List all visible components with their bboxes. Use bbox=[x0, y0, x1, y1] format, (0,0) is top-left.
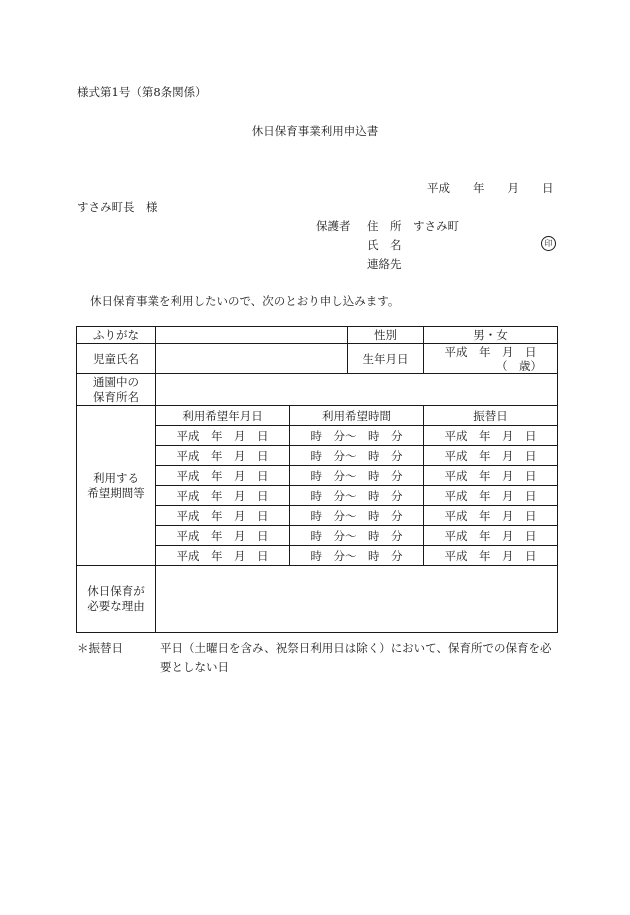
note-text-line1: 平日（土曜日を含み、祝祭日利用日は除く）において、保育所での保育を必 bbox=[160, 641, 552, 655]
date-field[interactable]: 平成 年 月 日 bbox=[156, 466, 290, 486]
birthdate-label: 生年月日 bbox=[348, 344, 424, 374]
note-label: ＊振替日 bbox=[77, 641, 123, 655]
period-label: 利用する 希望期間等 bbox=[77, 406, 156, 566]
date-field[interactable]: 平成 年 月 日 bbox=[156, 486, 290, 506]
time-field[interactable]: 時 分～ 時 分 bbox=[290, 426, 424, 446]
gender-value[interactable]: 男・女 bbox=[424, 327, 558, 344]
nursery-row bbox=[77, 374, 558, 406]
date-field[interactable]: 平成 年 月 日 bbox=[156, 526, 290, 546]
substitute-date-field[interactable]: 平成 年 月 日 bbox=[424, 426, 558, 446]
date-field[interactable]: 平成 年 月 日 bbox=[156, 506, 290, 526]
date-field[interactable]: 平成 年 月 日 bbox=[156, 426, 290, 446]
nursery-field[interactable] bbox=[156, 374, 558, 406]
date-field[interactable]: 平成 年 月 日 bbox=[156, 546, 290, 566]
reason-field[interactable] bbox=[156, 566, 558, 633]
application-table bbox=[76, 326, 558, 633]
form-number: 様式第1号（第8条関係） bbox=[77, 85, 207, 99]
addressee: すさみ町長 様 bbox=[77, 200, 158, 214]
age-value: （ 歳） bbox=[496, 358, 542, 373]
time-field[interactable]: 時 分～ 時 分 bbox=[290, 526, 424, 546]
form-title: 休日保育事業利用申込書 bbox=[251, 124, 379, 138]
birthdate-field[interactable] bbox=[424, 344, 558, 374]
child-name-row bbox=[77, 344, 558, 374]
substitute-date-field[interactable]: 平成 年 月 日 bbox=[424, 506, 558, 526]
child-name-field[interactable] bbox=[156, 344, 348, 374]
time-field[interactable]: 時 分～ 時 分 bbox=[290, 466, 424, 486]
period-header-row bbox=[77, 406, 558, 426]
address-label: 住 所 bbox=[367, 219, 402, 233]
reason-label: 休日保育が 必要な理由 bbox=[77, 566, 156, 633]
application-date: 平成 年 月 日 bbox=[427, 181, 554, 195]
substitute-date-field[interactable]: 平成 年 月 日 bbox=[424, 446, 558, 466]
time-field[interactable]: 時 分～ 時 分 bbox=[290, 446, 424, 466]
furigana-row bbox=[77, 327, 558, 344]
child-name-label: 児童氏名 bbox=[77, 344, 156, 374]
gender-label: 性別 bbox=[348, 327, 424, 344]
col-date-header: 利用希望年月日 bbox=[156, 406, 290, 426]
seal-icon: 印 bbox=[541, 236, 556, 251]
note-text-line2: 要としない日 bbox=[160, 660, 229, 674]
substitute-date-field[interactable]: 平成 年 月 日 bbox=[424, 526, 558, 546]
substitute-date-field[interactable]: 平成 年 月 日 bbox=[424, 486, 558, 506]
time-field[interactable]: 時 分～ 時 分 bbox=[290, 506, 424, 526]
time-field[interactable]: 時 分～ 時 分 bbox=[290, 546, 424, 566]
contact-label: 連絡先 bbox=[367, 257, 402, 271]
furigana-field[interactable] bbox=[156, 327, 348, 344]
col-sub-header: 振替日 bbox=[424, 406, 558, 426]
birthdate-value: 平成 年 月 日 bbox=[444, 344, 537, 359]
nursery-label: 通園中の 保育所名 bbox=[77, 374, 156, 406]
substitute-date-field[interactable]: 平成 年 月 日 bbox=[424, 546, 558, 566]
reason-row bbox=[77, 566, 558, 633]
date-field[interactable]: 平成 年 月 日 bbox=[156, 446, 290, 466]
name-label: 氏 名 bbox=[367, 238, 402, 252]
time-field[interactable]: 時 分～ 時 分 bbox=[290, 486, 424, 506]
substitute-date-field[interactable]: 平成 年 月 日 bbox=[424, 466, 558, 486]
address-value: すさみ町 bbox=[413, 219, 459, 233]
guardian-label: 保護者 bbox=[316, 219, 351, 233]
furigana-label: ふりがな bbox=[77, 327, 156, 344]
col-time-header: 利用希望時間 bbox=[290, 406, 424, 426]
seal-mark bbox=[541, 235, 556, 251]
intro-text: 休日保育事業を利用したいので、次のとおり申し込みます。 bbox=[90, 294, 400, 308]
